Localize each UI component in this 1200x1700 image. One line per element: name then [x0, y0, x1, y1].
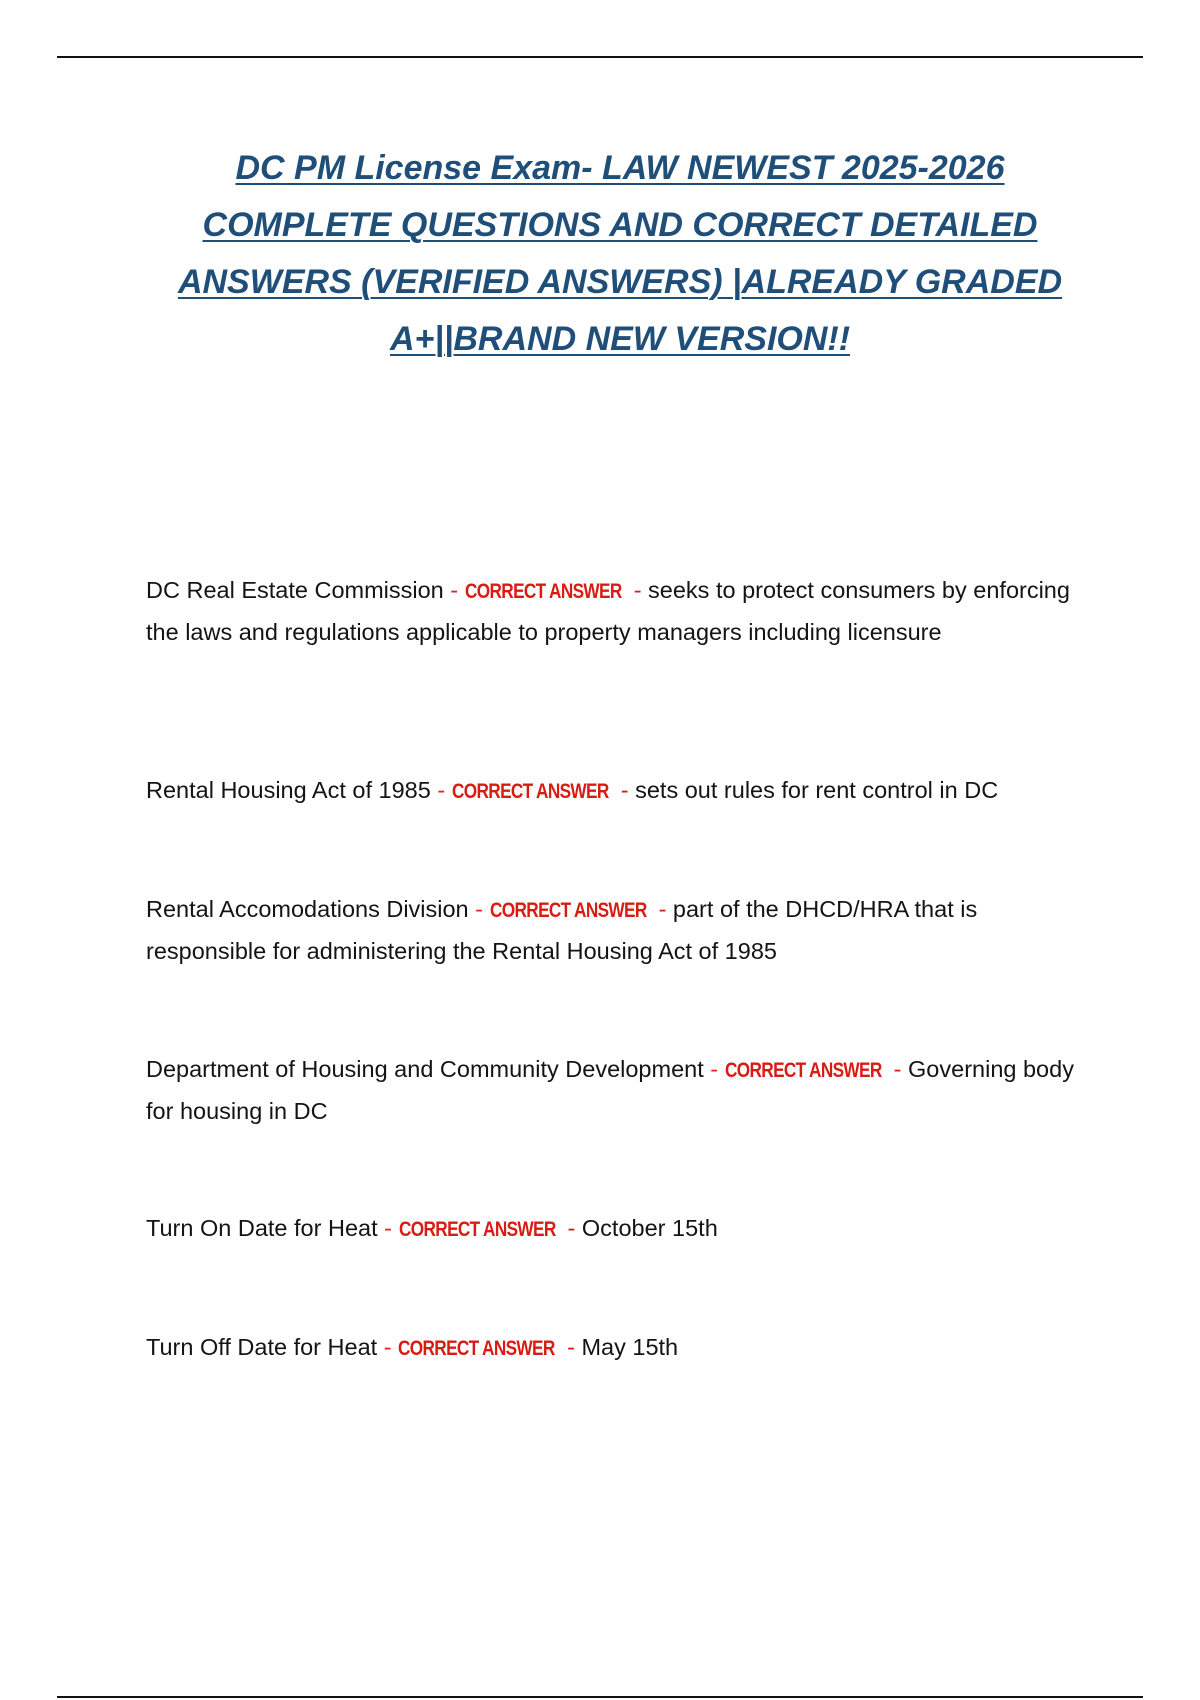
qa-separator: -: [443, 577, 465, 603]
qa-item: [146, 1327, 1076, 1369]
qa-answer: October 15th: [581, 1215, 718, 1241]
answer-dash: -: [658, 896, 673, 922]
qa-item: [146, 570, 1076, 652]
title-line-2: COMPLETE QUESTIONS AND CORRECT DETAILED: [202, 206, 1038, 244]
answer-dash: -: [633, 577, 649, 603]
correct-answer-label: CORRECT ANSWER: [724, 1059, 882, 1082]
qa-answer: seeks to protect consumers by enforcing the laws and regulations applicable to property managers including licensure: [146, 577, 1070, 645]
qa-item: [146, 770, 1076, 812]
qa-term: Department of Housing and Community Development: [146, 1056, 704, 1082]
answer-dash: -: [620, 777, 636, 803]
qa-answer: part of the DHCD/HRA that is responsible for administering the Rental Housing Act of 1985: [146, 896, 978, 964]
qa-separator: -: [468, 896, 490, 922]
qa-term: Rental Housing Act of 1985: [146, 777, 431, 803]
qa-term: Rental Accomodations Division: [146, 896, 469, 922]
qa-item: [146, 1208, 1076, 1250]
qa-separator: -: [377, 1215, 399, 1241]
document-title: [140, 140, 1100, 368]
qa-answer: May 15th: [581, 1334, 679, 1360]
correct-answer-label: CORRECT ANSWER: [489, 899, 647, 922]
qa-item: [146, 1049, 1076, 1131]
top-rule: [57, 56, 1143, 58]
qa-separator: -: [703, 1056, 725, 1082]
bottom-rule: [57, 1696, 1143, 1698]
qa-separator: -: [377, 1334, 399, 1360]
correct-answer-label: CORRECT ANSWER: [451, 780, 609, 803]
title-line-4: A+||BRAND NEW VERSION!!: [389, 320, 851, 358]
title-line-1: DC PM License Exam- LAW NEWEST 2025-2026: [235, 149, 1005, 187]
correct-answer-label: CORRECT ANSWER: [398, 1218, 556, 1241]
qa-term: DC Real Estate Commission: [146, 577, 444, 603]
answer-dash: -: [567, 1334, 582, 1360]
title-line-3: ANSWERS (VERIFIED ANSWERS) |ALREADY GRADED: [177, 263, 1063, 301]
qa-term: Turn On Date for Heat: [146, 1215, 378, 1241]
answer-dash: -: [893, 1056, 909, 1082]
correct-answer-label: CORRECT ANSWER: [464, 580, 622, 603]
qa-term: Turn Off Date for Heat: [146, 1334, 378, 1360]
qa-answer: sets out rules for rent control in DC: [635, 777, 999, 803]
qa-item: [146, 889, 1076, 971]
qa-separator: -: [430, 777, 452, 803]
answer-dash: -: [567, 1215, 582, 1241]
correct-answer-label: CORRECT ANSWER: [398, 1337, 555, 1360]
qa-answer: Governing body for housing in DC: [146, 1056, 1074, 1124]
